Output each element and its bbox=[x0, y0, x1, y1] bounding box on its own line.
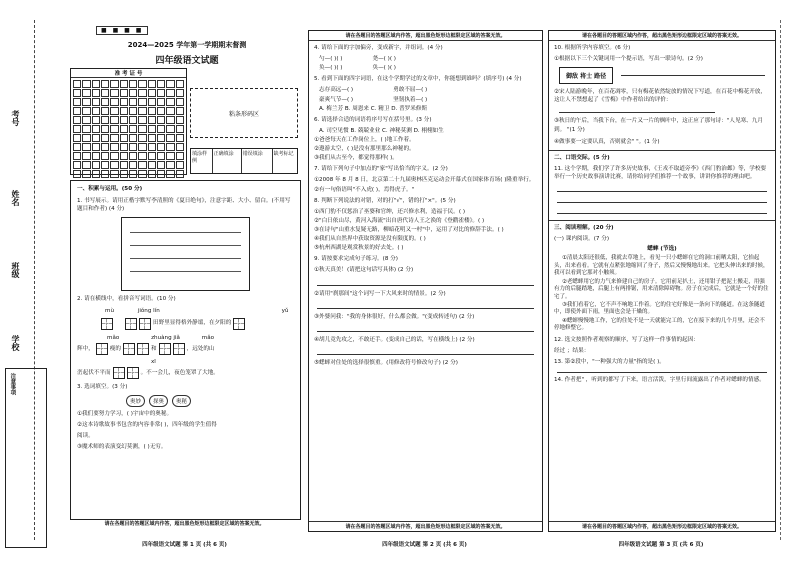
q11-text: 11. 这个学期，我们学了许多历史故事，《王戎不取道旁李》《西门豹治邺》等，学校要举行一个历史故事演讲比赛，请你给同学们推荐一个故事，讲讲你推荐的理由吧。 bbox=[554, 165, 767, 180]
q2-row2 bbox=[77, 343, 294, 355]
page-label-2: 四年级语文试题 第 2 页 (共 6 页) bbox=[382, 542, 467, 548]
q5-r2a[interactable]: 豪爽气节—( ) bbox=[319, 96, 354, 103]
id-bubble[interactable] bbox=[148, 161, 156, 169]
id-bubble[interactable] bbox=[138, 107, 146, 115]
id-bubble[interactable] bbox=[138, 125, 146, 133]
answer-line[interactable] bbox=[621, 75, 765, 76]
id-bubble[interactable] bbox=[92, 116, 100, 124]
char-box[interactable] bbox=[96, 343, 108, 355]
q5-r2b[interactable]: 坚韧执着—( ) bbox=[393, 96, 428, 103]
q8-item5[interactable]: ⑤杭州西湖是观赏秋景的好去处。( ) bbox=[314, 245, 404, 252]
id-bubble[interactable] bbox=[176, 143, 184, 151]
id-bubble[interactable] bbox=[148, 125, 156, 133]
id-bubble[interactable] bbox=[148, 80, 156, 88]
id-bubble[interactable] bbox=[110, 134, 118, 142]
stamp: ■ ■ ■ ■ bbox=[96, 26, 148, 35]
char-box[interactable] bbox=[123, 343, 135, 355]
id-bubble[interactable] bbox=[176, 89, 184, 97]
fill-example bbox=[190, 148, 298, 174]
q3-item2: ②这本诗歌故事书包含的内容非常( )，四年级的学生值得 bbox=[77, 421, 217, 428]
q10-item2: ②宋人陆游晚年，在百花凋零，只有梅花依然绽放的情况下写道，在百花中梅花开放，这让人不禁想起了《雪梅》中作者给出的评价： bbox=[554, 89, 766, 104]
id-bubble[interactable] bbox=[148, 98, 156, 106]
id-bubble[interactable] bbox=[92, 107, 100, 115]
id-bubble[interactable] bbox=[129, 125, 137, 133]
answer-line[interactable] bbox=[559, 112, 715, 113]
q5-row1 bbox=[319, 86, 532, 94]
id-bubble[interactable] bbox=[138, 80, 146, 88]
absent-label[interactable]: 缺考标记 bbox=[273, 151, 294, 157]
id-bubble[interactable] bbox=[138, 89, 146, 97]
passage-p2: ②老蟋蟀用它的力气来修建自己的房子。它用前足扒土，还用钳子把泥土搬走，用强有力的后腿踏地，后腿上有两排锯，用来清除障碍物。房子在完成后，它就是一个好的住宅了。 bbox=[554, 278, 769, 300]
q6-options: A. 司空见惯 B. 兢兢业业 C. 神秘莫测 D. 栩栩如生 bbox=[319, 127, 444, 134]
char-box[interactable] bbox=[127, 367, 139, 379]
id-bubble[interactable] bbox=[157, 161, 165, 169]
q5-row2 bbox=[319, 96, 532, 104]
answer-area-1 bbox=[70, 180, 301, 520]
q6-item1[interactable]: ①爸爸每天在工作岗位上，( )地工作着。 bbox=[314, 136, 415, 143]
fill-label: 填涂样例 bbox=[191, 149, 213, 173]
id-bubble[interactable] bbox=[110, 170, 118, 178]
q9-item4: ④胡儿竟先攻之，不敢还手。(变成自己的话，写在横线上) (2 分) bbox=[314, 336, 475, 343]
id-bubble[interactable] bbox=[148, 116, 156, 124]
id-bubble[interactable] bbox=[176, 134, 184, 142]
char-box[interactable] bbox=[125, 318, 137, 330]
id-bubble[interactable] bbox=[166, 80, 174, 88]
id-bubble[interactable] bbox=[92, 89, 100, 97]
page-label-1: 四年级语文试题 第 1 页 (共 6 页) bbox=[142, 542, 227, 548]
id-bubble[interactable] bbox=[176, 107, 184, 115]
id-bubble[interactable] bbox=[120, 161, 128, 169]
q2-line1: 田野里显得格外静谧，在夕阳的 bbox=[153, 320, 232, 327]
q2-line3a: 峦起伏不平而 bbox=[77, 369, 111, 376]
id-bubble[interactable] bbox=[176, 161, 184, 169]
barcode-area bbox=[190, 88, 298, 138]
pinyin-mao: mǎo bbox=[107, 334, 120, 341]
left-margin bbox=[0, 0, 64, 561]
id-bubble[interactable] bbox=[129, 80, 137, 88]
correct-label: 正确填涂 bbox=[213, 149, 242, 173]
id-bubble[interactable] bbox=[120, 170, 128, 178]
page-label-3: 四年级语文试题 第 3 页 (共 6 页) bbox=[618, 542, 704, 548]
id-bubble[interactable] bbox=[110, 98, 118, 106]
id-bubble[interactable] bbox=[73, 143, 81, 151]
answer-line[interactable] bbox=[557, 191, 767, 192]
q9-item2: ②请用"刹那间"这个词写一下大风来时的情景。(2 分) bbox=[314, 290, 446, 297]
q9-item5: ⑤蟋蟀对住处的选择很慎重。(用修改符号修改句子) (2 分) bbox=[314, 359, 458, 366]
id-bubble[interactable] bbox=[166, 143, 174, 151]
id-bubble[interactable] bbox=[129, 116, 137, 124]
id-bubble[interactable] bbox=[129, 170, 137, 178]
id-bubble[interactable] bbox=[101, 125, 109, 133]
id-bubble[interactable] bbox=[82, 80, 90, 88]
q4-r2b[interactable]: 奂—( )( ) bbox=[372, 65, 396, 72]
q12-text-b[interactable]: 经过 ；结果： bbox=[554, 347, 590, 354]
id-bubble[interactable] bbox=[110, 125, 118, 133]
reading-subtitle: (一) 课内阅读。(7 分) bbox=[554, 236, 610, 243]
id-bubble[interactable] bbox=[110, 80, 118, 88]
id-bubble[interactable] bbox=[166, 125, 174, 133]
id-bubble[interactable] bbox=[157, 143, 165, 151]
id-bubble[interactable] bbox=[129, 89, 137, 97]
id-bubble[interactable] bbox=[157, 98, 165, 106]
id-bubble[interactable] bbox=[92, 161, 100, 169]
id-bubble[interactable] bbox=[82, 116, 90, 124]
pinyin-mao2: mǎo bbox=[201, 334, 215, 341]
id-bubble[interactable] bbox=[120, 98, 128, 106]
notice-title: 注意事项 bbox=[9, 373, 16, 395]
id-bubble[interactable] bbox=[101, 170, 109, 178]
id-bubble[interactable] bbox=[120, 80, 128, 88]
q4-text: 4. 请给下面的字加偏旁，变成新字，并组词。(4 分) bbox=[314, 45, 443, 51]
pinyin-mu: mù bbox=[105, 308, 114, 315]
id-bubble[interactable] bbox=[176, 125, 184, 133]
q3-item1: ①我们要努力学习，( )宇宙中的奥秘。 bbox=[77, 410, 173, 417]
q3-item2b: 阅读。 bbox=[77, 433, 94, 440]
q6-text: 6. 请选择合适的词语将序号写在括号里。(3 分) bbox=[314, 116, 432, 123]
q10-item3: ③秋日的午后，当我下台，在一片又一片的枫叶中，这正应了那句诗："人见寒、九月到。 "(1 分) bbox=[554, 118, 763, 133]
side-label-number: 考号 bbox=[11, 110, 20, 126]
char-box[interactable] bbox=[139, 318, 151, 330]
q9-text: 9. 请按要求完成句子练习。(8 分) bbox=[314, 256, 398, 263]
exam-id-label: 准 考 证 号 bbox=[71, 69, 186, 78]
id-bubble[interactable] bbox=[157, 107, 165, 115]
answer-line[interactable] bbox=[557, 202, 767, 203]
section3-title: 三、阅读理解。(20 分) bbox=[554, 225, 614, 232]
id-bubble[interactable] bbox=[166, 134, 174, 142]
q8-item3[interactable]: ③在诗句"山重水复疑无路，柳暗花明又一村"中，运用了对比的修辞手法。( ) bbox=[314, 226, 504, 233]
right-edge-marks bbox=[780, 20, 791, 540]
id-bubble[interactable] bbox=[166, 116, 174, 124]
id-bubble[interactable] bbox=[166, 170, 174, 178]
passage-title: 蟋蟀 (节选) bbox=[647, 246, 677, 253]
id-bubble[interactable] bbox=[92, 80, 100, 88]
char-box[interactable] bbox=[137, 343, 149, 355]
answer-line[interactable] bbox=[317, 354, 534, 355]
q8-item2[interactable]: ②"白日依山尽，黄河入海流"出自唐代诗人王之涣的《登鹳雀楼》。( ) bbox=[314, 217, 485, 224]
q10-words bbox=[559, 67, 765, 84]
id-bubble[interactable] bbox=[138, 134, 146, 142]
bottom-note-2: 请在各题目的答题区域内作答，超出黑色矩形边框限定区域的答案无效。 bbox=[309, 521, 542, 531]
id-bubble[interactable] bbox=[176, 152, 184, 160]
q2-pinyin-row2 bbox=[77, 334, 294, 342]
id-bubble[interactable] bbox=[101, 116, 109, 124]
q14-text[interactable]: 14. 作者把" ，听到的都写了下来，语言活泼，字里行间流露出了作者对蟋蟀的情感。 bbox=[554, 376, 765, 383]
answer-line[interactable] bbox=[557, 213, 767, 214]
id-bubble[interactable] bbox=[166, 161, 174, 169]
id-bubble[interactable] bbox=[110, 161, 118, 169]
id-bubble[interactable] bbox=[166, 152, 174, 160]
q6-item2[interactable]: ②遨游太空，( )是没有那里那么神秘的。 bbox=[314, 146, 415, 153]
id-bubble[interactable] bbox=[110, 152, 118, 160]
id-bubble[interactable] bbox=[120, 107, 128, 115]
option-tanao: 探奥 bbox=[149, 395, 168, 407]
id-bubble[interactable] bbox=[166, 107, 174, 115]
exam-id-box bbox=[70, 68, 187, 175]
id-bubble[interactable] bbox=[110, 89, 118, 97]
paper-title: 四年级语文试题 bbox=[155, 56, 219, 66]
id-bubble[interactable] bbox=[166, 89, 174, 97]
id-bubble[interactable] bbox=[157, 125, 165, 133]
pinyin-yu: yǔ bbox=[281, 308, 289, 315]
q8-text: 8. 判断下列说法的对错，对的打"√"，错的打"×"。(5 分) bbox=[314, 197, 456, 204]
q9-item3: ③外婆问我："我的身体很好，什么都会做。"(变成转述句) (2 分) bbox=[314, 313, 475, 320]
writing-area[interactable] bbox=[121, 217, 250, 291]
answer-line[interactable] bbox=[557, 372, 767, 373]
q2-pinyin-row1 bbox=[77, 307, 294, 315]
id-bubble[interactable] bbox=[129, 161, 137, 169]
q2-line2c: 和 bbox=[151, 345, 157, 352]
q2-line2b: 瘦的 bbox=[109, 345, 121, 352]
id-bubble[interactable] bbox=[82, 107, 90, 115]
q10-text: 10. 根据所学内容填空。(6 分) bbox=[554, 45, 631, 51]
passage-p3: ③我们看着它，它不声不响地工作着。它的住宅好像是一条向下的隧道。在这条隧道中，即使外面下雨，里面也会是干燥的。 bbox=[554, 301, 765, 316]
q2-text: 2. 请在横线中，看拼音写词语。(10 分) bbox=[77, 296, 176, 303]
q4-row1 bbox=[319, 55, 532, 63]
char-box[interactable] bbox=[159, 343, 171, 355]
char-box[interactable] bbox=[173, 343, 185, 355]
option-aomi: 奥秘 bbox=[172, 395, 191, 407]
id-bubble[interactable] bbox=[138, 143, 146, 151]
id-bubble[interactable] bbox=[92, 98, 100, 106]
id-bubble[interactable] bbox=[73, 98, 81, 106]
id-bubble[interactable] bbox=[73, 89, 81, 97]
id-bubble[interactable] bbox=[129, 152, 137, 160]
q4-r1b[interactable]: 尧—( )( ) bbox=[372, 56, 396, 63]
q8-item1[interactable]: ①西门豹不仅惩治了巫婆和官绅，还兴修水利，造福于民。( ) bbox=[314, 208, 466, 215]
q2-line2d: ，远处的山 bbox=[186, 345, 215, 352]
q5-options: A. 梅兰芳 B. 周恩来 C. 精卫 D. 普罗米修斯 bbox=[319, 105, 428, 112]
bottom-note-3: 请在各题目的答题区域内作答，超出黑色矩形边框限定区域的答案无效。 bbox=[549, 521, 775, 531]
id-bubble[interactable] bbox=[148, 170, 156, 178]
barcode-label: 粘条形码区 bbox=[228, 111, 259, 118]
q5-text: 5. 看到下面的四字词语，在这个学期学过的文章中，你能想到谁吗？(填序号) (4 分) bbox=[314, 76, 522, 83]
id-bubble[interactable] bbox=[82, 134, 90, 142]
wrong-label: 错误填涂 bbox=[242, 149, 273, 173]
id-bubble[interactable] bbox=[157, 80, 165, 88]
id-bubble[interactable] bbox=[157, 152, 165, 160]
id-bubble[interactable] bbox=[73, 170, 81, 178]
id-bubble[interactable] bbox=[101, 89, 109, 97]
pinyin-jionglin: jiǒng lín bbox=[137, 308, 160, 315]
id-bubble[interactable] bbox=[138, 98, 146, 106]
q4-r1a[interactable]: 勺—( )( ) bbox=[319, 56, 343, 63]
q1-text: 1. 书写展示。请用正楷字默写李清照的《夏日绝句》，注意字距、大小、留白。(不用写题目和作者) (4 分) bbox=[77, 198, 291, 213]
q7-item2[interactable]: ②有一句俗语叫"不入虎( )，焉得虎子。" bbox=[314, 186, 415, 193]
id-bubble[interactable] bbox=[73, 134, 81, 142]
id-bubble[interactable] bbox=[73, 107, 81, 115]
id-bubble[interactable] bbox=[176, 170, 184, 178]
q3-options bbox=[126, 395, 300, 407]
q10-item1: ①根据以下三个关键词用一个提示语，写出一联诗句。(2 分) bbox=[554, 56, 703, 63]
side-label-school: 学校 bbox=[11, 335, 20, 351]
q4-r2a[interactable]: 奂—( )( ) bbox=[319, 65, 343, 72]
side-label-class: 班级 bbox=[11, 262, 20, 278]
id-bubble[interactable] bbox=[82, 152, 90, 160]
section2-title: 二、口语交际。(5 分) bbox=[554, 154, 610, 161]
id-bubble[interactable] bbox=[129, 98, 137, 106]
q2-row1 bbox=[77, 318, 294, 330]
id-bubble[interactable] bbox=[120, 143, 128, 151]
q4-row2 bbox=[319, 64, 532, 72]
id-bubble[interactable] bbox=[73, 80, 81, 88]
answer-area-3 bbox=[548, 30, 776, 532]
char-box[interactable] bbox=[233, 318, 245, 330]
id-bubble[interactable] bbox=[148, 107, 156, 115]
q5-r1b[interactable]: 勇敢不屈—( ) bbox=[393, 87, 428, 94]
q2-line3b: 。不一会儿，夜色笼罩了大地。 bbox=[140, 369, 219, 376]
char-box[interactable] bbox=[101, 318, 113, 330]
exam-title: 2024—2025 学年第一学期期末督测 bbox=[127, 41, 247, 49]
id-bubble[interactable] bbox=[129, 107, 137, 115]
q10-item4: ④做事要一定要认真，否则就会" "。(1 分) bbox=[554, 138, 660, 145]
id-bubble[interactable] bbox=[138, 152, 146, 160]
q5-r1a[interactable]: 志存高远—( ) bbox=[319, 87, 354, 94]
id-bubble[interactable] bbox=[129, 143, 137, 151]
id-bubble[interactable] bbox=[82, 89, 90, 97]
id-bubble[interactable] bbox=[157, 170, 165, 178]
id-bubble[interactable] bbox=[120, 116, 128, 124]
top-note-3: 请在各题目的答题区域内作答，超出黑色矩形边框限定区域的答案无效。 bbox=[549, 31, 775, 41]
passage-p4: ④蟋蟀慢慢地工作，它的住处不是一天就能完工的，它在接下来的几个月里，还会不停地修整它。 bbox=[554, 317, 765, 332]
id-bubble[interactable] bbox=[148, 134, 156, 142]
q2-line2a: 辉中， bbox=[77, 345, 94, 352]
pinyin-xi: xī bbox=[151, 358, 156, 365]
id-bubble[interactable] bbox=[110, 107, 118, 115]
id-bubble[interactable] bbox=[157, 116, 165, 124]
id-bubble[interactable] bbox=[176, 116, 184, 124]
q12-text: 12. 选文按照作者观察的顺序，写了这样一件事情的起因： bbox=[554, 336, 699, 343]
id-bubble[interactable] bbox=[110, 143, 118, 151]
id-bubble[interactable] bbox=[92, 125, 100, 133]
id-bubble[interactable] bbox=[166, 98, 174, 106]
id-bubble[interactable] bbox=[101, 98, 109, 106]
id-bubble[interactable] bbox=[82, 125, 90, 133]
q7-item1[interactable]: ①2008 年 8 月 8 日，北京第二十九届奥林匹克运动会开幕式在国家体育场( )隆重举行。 bbox=[314, 177, 535, 184]
id-bubble[interactable] bbox=[176, 98, 184, 106]
side-label-name: 姓名 bbox=[11, 190, 20, 206]
id-bubble[interactable] bbox=[138, 116, 146, 124]
answer-line[interactable] bbox=[317, 331, 534, 332]
id-bubble[interactable] bbox=[101, 161, 109, 169]
top-note-2: 请在各题目的答题区域内作答，超出黑色矩形边框限定区域的答案无效。 bbox=[309, 31, 542, 41]
id-bubble[interactable] bbox=[82, 143, 90, 151]
footer-note-1: 请在各题目的答题区域内作答，超出黑色矩形边框限定区域的答案无效。 bbox=[104, 521, 265, 527]
id-bubble[interactable] bbox=[157, 89, 165, 97]
notice-box bbox=[5, 368, 47, 548]
id-bubble[interactable] bbox=[138, 161, 146, 169]
q8-item4[interactable]: ④我们从自然界中获取资源是没有限度的。( ) bbox=[314, 236, 426, 243]
id-bubble[interactable] bbox=[73, 161, 81, 169]
option-aomiao: 奥妙 bbox=[126, 395, 145, 407]
q6-item3[interactable]: ③我们从古至今，都觉得那样( )。 bbox=[314, 155, 398, 162]
q7-text: 7. 请给下列句子中加点的"家"写出恰当的字义。(2 分) bbox=[314, 166, 448, 173]
q3-text: 3. 选词填空。(3 分) bbox=[77, 383, 128, 390]
q9-item1: ①秋天真美！(请把这句话写具体) (2 分) bbox=[314, 267, 414, 274]
id-bubble[interactable] bbox=[110, 116, 118, 124]
id-bubble[interactable] bbox=[129, 134, 137, 142]
q2-row3 bbox=[77, 367, 294, 379]
id-bubble[interactable] bbox=[120, 134, 128, 142]
id-bubble[interactable] bbox=[157, 134, 165, 142]
id-bubble[interactable] bbox=[148, 152, 156, 160]
id-bubble[interactable] bbox=[138, 170, 146, 178]
id-bubble[interactable] bbox=[101, 152, 109, 160]
id-bubble[interactable] bbox=[101, 107, 109, 115]
id-bubble[interactable] bbox=[73, 116, 81, 124]
q3-item3: ③魔术师的表演变幻莫测，( )无穷。 bbox=[77, 444, 167, 451]
id-bubble[interactable] bbox=[92, 143, 100, 151]
q13-text[interactable]: 13. 第②段中，"一种强大的力量"指的是( )。 bbox=[554, 358, 665, 365]
id-bubble[interactable] bbox=[120, 152, 128, 160]
id-bubble[interactable] bbox=[120, 89, 128, 97]
id-bubble[interactable] bbox=[92, 134, 100, 142]
pinyin-zhuangjia: zhuàng jiǎ bbox=[151, 334, 180, 341]
exam-id-grid[interactable] bbox=[71, 78, 186, 180]
id-bubble[interactable] bbox=[101, 143, 109, 151]
id-bubble[interactable] bbox=[82, 161, 90, 169]
id-bubble[interactable] bbox=[101, 134, 109, 142]
id-bubble[interactable] bbox=[176, 80, 184, 88]
id-bubble[interactable] bbox=[92, 170, 100, 178]
id-bubble[interactable] bbox=[101, 80, 109, 88]
id-bubble[interactable] bbox=[148, 89, 156, 97]
section1-title: 一、积累与运用。(50 分) bbox=[77, 186, 143, 192]
answer-area-2 bbox=[308, 30, 543, 532]
id-bubble[interactable] bbox=[73, 125, 81, 133]
id-bubble[interactable] bbox=[92, 152, 100, 160]
id-bubble[interactable] bbox=[82, 170, 90, 178]
id-bubble[interactable] bbox=[120, 125, 128, 133]
id-bubble[interactable] bbox=[82, 98, 90, 106]
passage-p1: ①清晨太阳还很低，我就去草地上，看见一只小蟋蟀在它的洞口前晒太阳，它抬起头，出来看看。它就有点紧张地缩回了身子，然后又慢慢地出来。它把头伸出来的时候，我可以看到它那对小触须。 bbox=[554, 255, 769, 277]
id-bubble[interactable] bbox=[73, 152, 81, 160]
answer-line[interactable] bbox=[317, 308, 534, 309]
char-box[interactable] bbox=[113, 367, 125, 379]
keywords-box: 御敌 将士 路径 bbox=[559, 67, 613, 84]
answer-line[interactable] bbox=[317, 285, 534, 286]
id-bubble[interactable] bbox=[148, 143, 156, 151]
